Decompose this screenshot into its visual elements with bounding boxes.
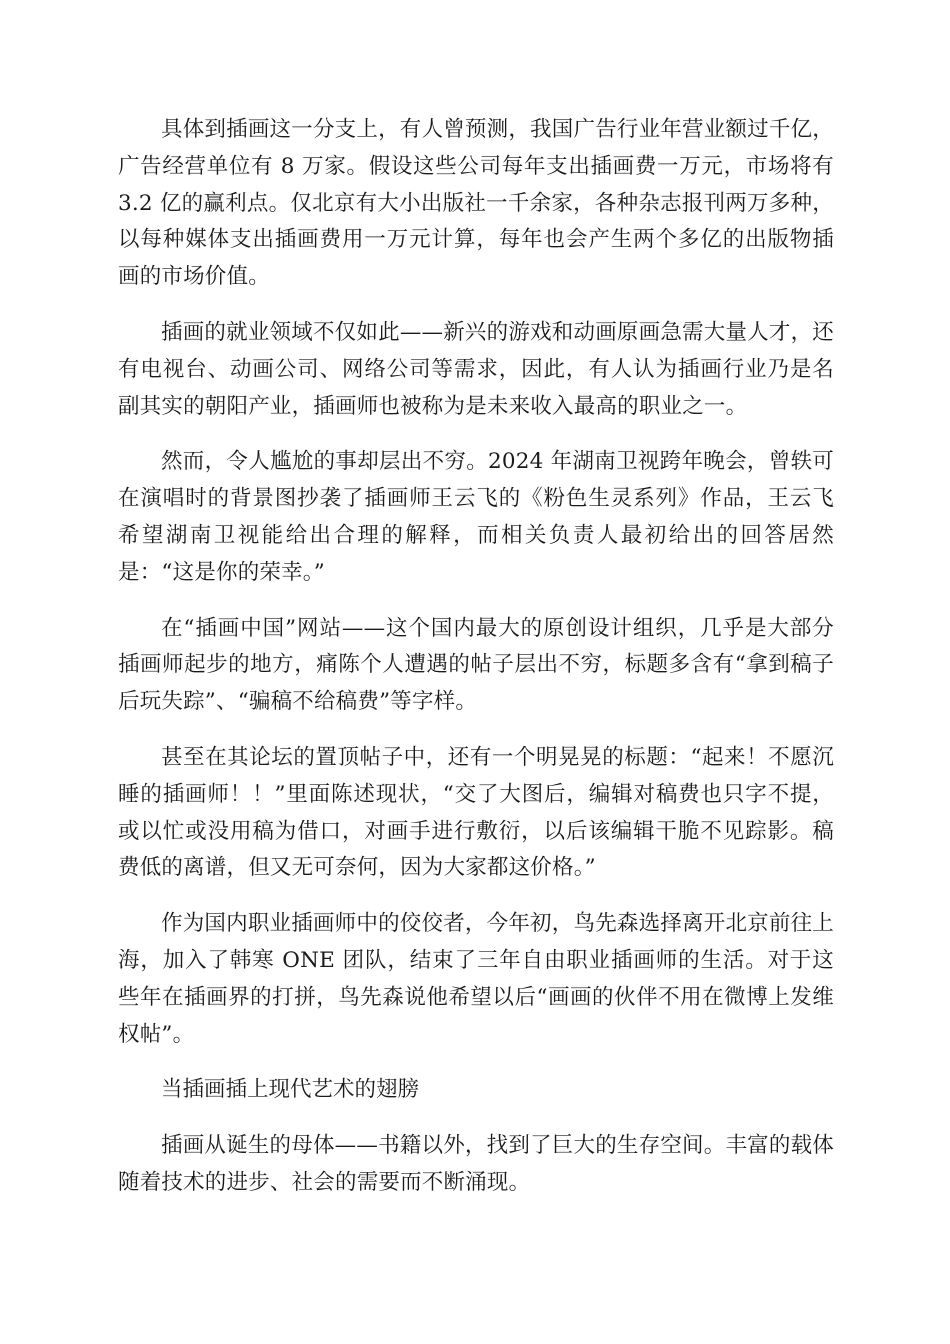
paragraph-7: 插画从诞生的母体——书籍以外，找到了巨大的生存空间。丰富的载体随着技术的进步、社会的需要而不断涌现。 — [118, 1133, 834, 1195]
paragraph-4: 在“插画中国”网站——这个国内最大的原创设计组织，几乎是大部分插画师起步的地方，痛陈个人遭遇的帖子层出不穷，标题多含有“拿到稿子后玩失踪”、“骗稿不给稿费”等字样。 — [118, 615, 834, 715]
paragraph-1: 具体到插画这一分支上，有人曾预测，我国广告行业年营业额过千亿，广告经营单位有 8 万家。假设这些公司每年支出插画费一万元，市场将有 3.2 亿的赢利点。仅北京有大小出版社一千余家，各种杂志报刊两万多种，以每种媒体支出插画费用一万元计算，每年也会产生两个多亿的出版物插画的市场价值。 — [118, 117, 834, 290]
paragraph-5: 甚至在其论坛的置顶帖子中，还有一个明晃晃的标题：“起来！不愿沉睡的插画师！！”里面陈述现状，“交了大图后，编辑对稿费也只字不提，或以忙或没用稿为借口，对画手进行敷衍，以后该编辑干脆不见踪影。稿费低的离谱，但又无可奈何，因为大家都这价格。” — [118, 744, 834, 881]
paragraph-6: 作为国内职业插画师中的佼佼者，今年初，鸟先森选择离开北京前往上海，加入了韩寒 ONE 团队，结束了三年自由职业插画师的生活。对于这些年在插画界的打拼，鸟先森说他希望以后“画画的伙伴不用在微博上发维权帖”。 — [118, 911, 834, 1047]
section-heading: 当插画插上现代艺术的翅膀 — [161, 1077, 420, 1103]
paragraph-3: 然而，令人尴尬的事却层出不穷。2024 年湖南卫视跨年晚会，曾轶可在演唱时的背景图抄袭了插画师王云飞的《粉色生灵系列》作品，王云飞希望湖南卫视能给出合理的解释，而相关负责人最初给出的回答居然是：“这是你的荣幸。” — [118, 449, 834, 585]
paragraph-2: 插画的就业领域不仅如此——新兴的游戏和动画原画急需大量人才，还有电视台、动画公司、网络公司等需求，因此，有人认为插画行业乃是名副其实的朝阳产业，插画师也被称为是未来收入最高的职业之一。 — [118, 319, 834, 419]
document-body — [118, 112, 834, 1221]
